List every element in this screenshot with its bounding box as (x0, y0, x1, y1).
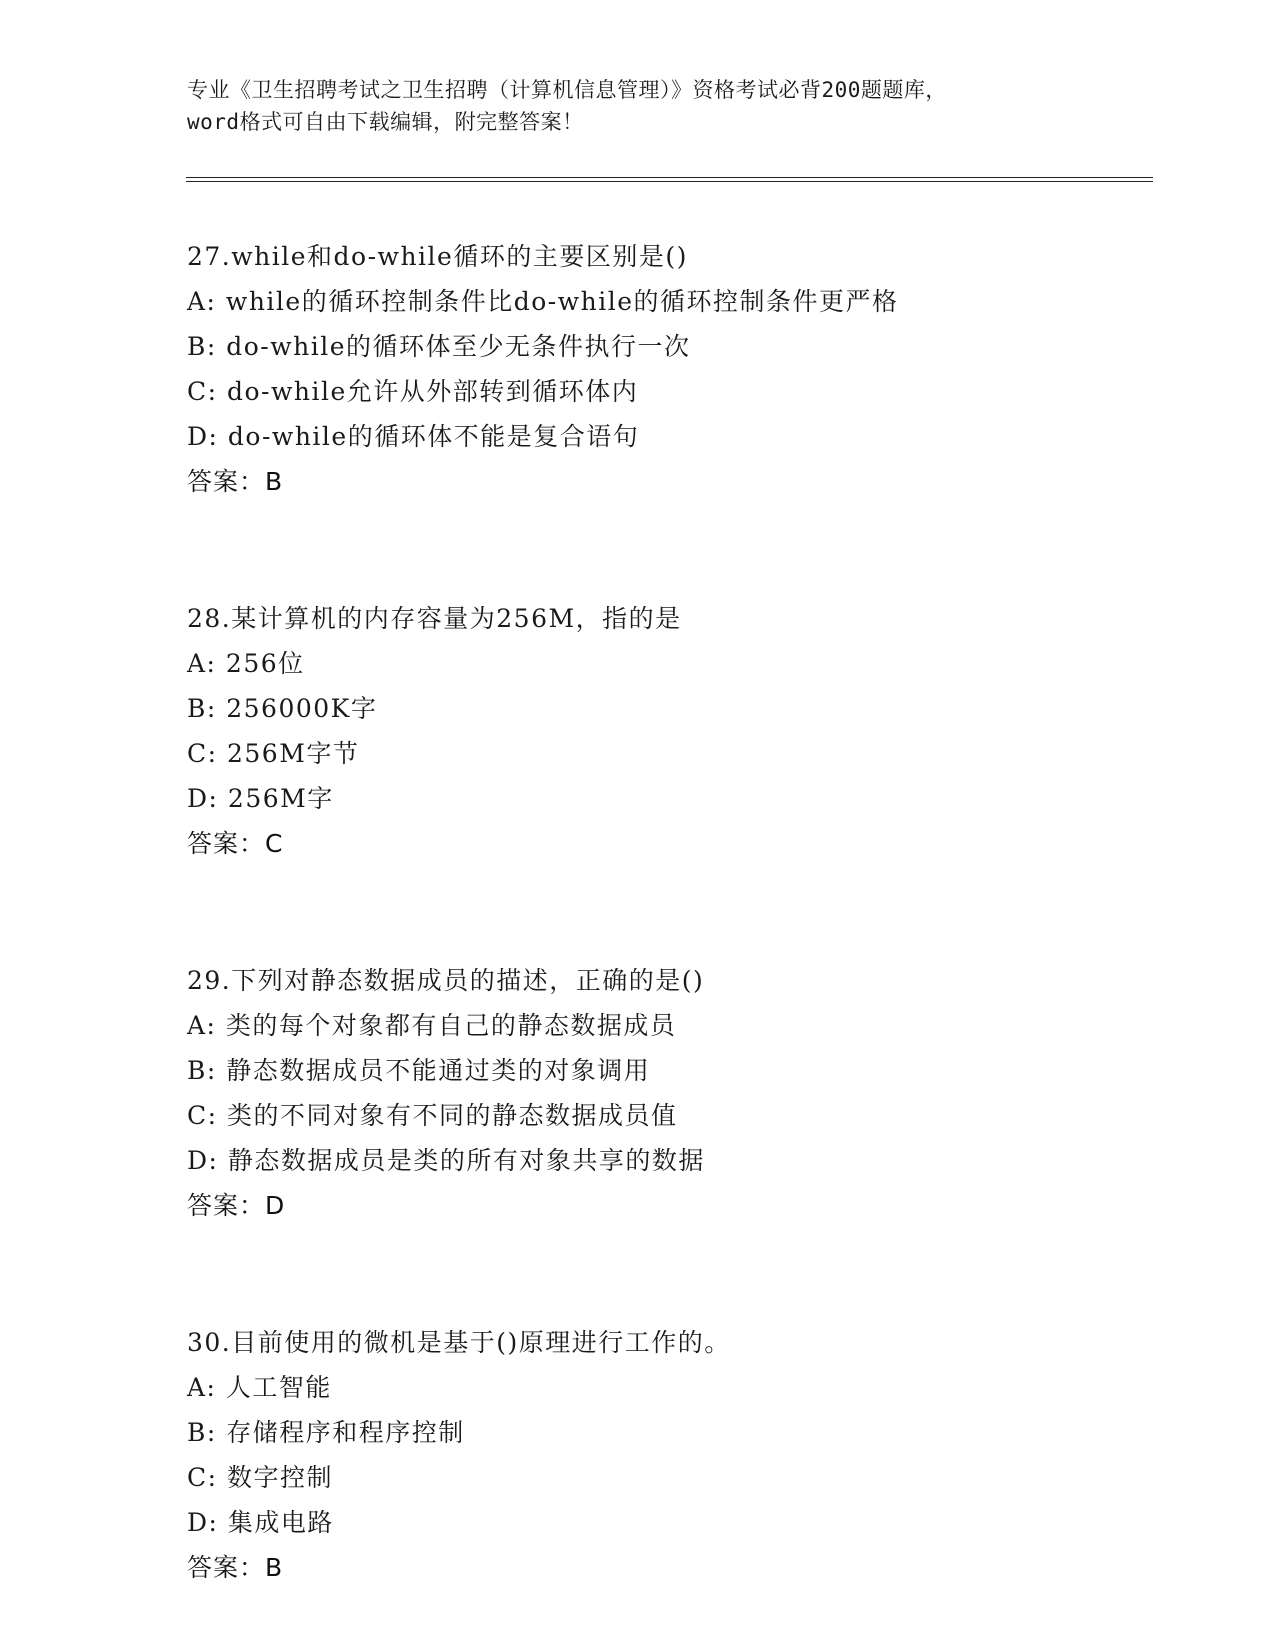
question-29 (187, 958, 1187, 1228)
header-divider-bottom (186, 181, 1153, 182)
option-d: D: 集成电路 (187, 1508, 334, 1537)
question-spacer (187, 866, 1187, 958)
question-30 (187, 1320, 1187, 1590)
option-b: B: do-while的循环体至少无条件执行一次 (187, 332, 691, 361)
question-list (187, 234, 1187, 1590)
option-a: A: 类的每个对象都有自己的静态数据成员 (187, 1011, 677, 1040)
option-d: D: do-while的循环体不能是复合语句 (187, 422, 640, 451)
question-28 (187, 596, 1187, 866)
option-b: B: 存储程序和程序控制 (187, 1418, 465, 1447)
option-c: C: do-while允许从外部转到循环体内 (187, 377, 639, 406)
answer-label: 答案：D (187, 1191, 286, 1220)
option-a: A: 256位 (187, 649, 305, 678)
option-c: C: 数字控制 (187, 1463, 333, 1492)
document-header (187, 74, 1087, 138)
option-a: A: while的循环控制条件比do-while的循环控制条件更严格 (187, 287, 899, 316)
option-b: B: 静态数据成员不能通过类的对象调用 (187, 1056, 651, 1085)
answer-label: 答案：C (187, 829, 284, 858)
answer-label: 答案：B (187, 467, 284, 496)
header-line-2: word格式可自由下载编辑，附完整答案！ (187, 110, 584, 134)
option-d: D: 静态数据成员是类的所有对象共享的数据 (187, 1146, 705, 1175)
option-c: C: 256M字节 (187, 739, 360, 768)
question-spacer (187, 504, 1187, 596)
question-stem: 27.while和do-while循环的主要区别是() (187, 242, 688, 271)
question-27 (187, 234, 1187, 504)
option-d: D: 256M字 (187, 784, 334, 813)
header-divider-top (186, 177, 1153, 178)
option-c: C: 类的不同对象有不同的静态数据成员值 (187, 1101, 678, 1130)
question-spacer (187, 1228, 1187, 1320)
question-stem: 28.某计算机的内存容量为256M，指的是 (187, 604, 682, 633)
option-b: B: 256000K字 (187, 694, 378, 723)
option-a: A: 人工智能 (187, 1373, 332, 1402)
question-stem: 29.下列对静态数据成员的描述，正确的是() (187, 966, 705, 995)
header-line-1: 专业《卫生招聘考试之卫生招聘（计算机信息管理）》资格考试必背200题题库， (187, 78, 947, 102)
answer-label: 答案：B (187, 1553, 284, 1582)
question-stem: 30.目前使用的微机是基于()原理进行工作的。 (187, 1328, 731, 1357)
